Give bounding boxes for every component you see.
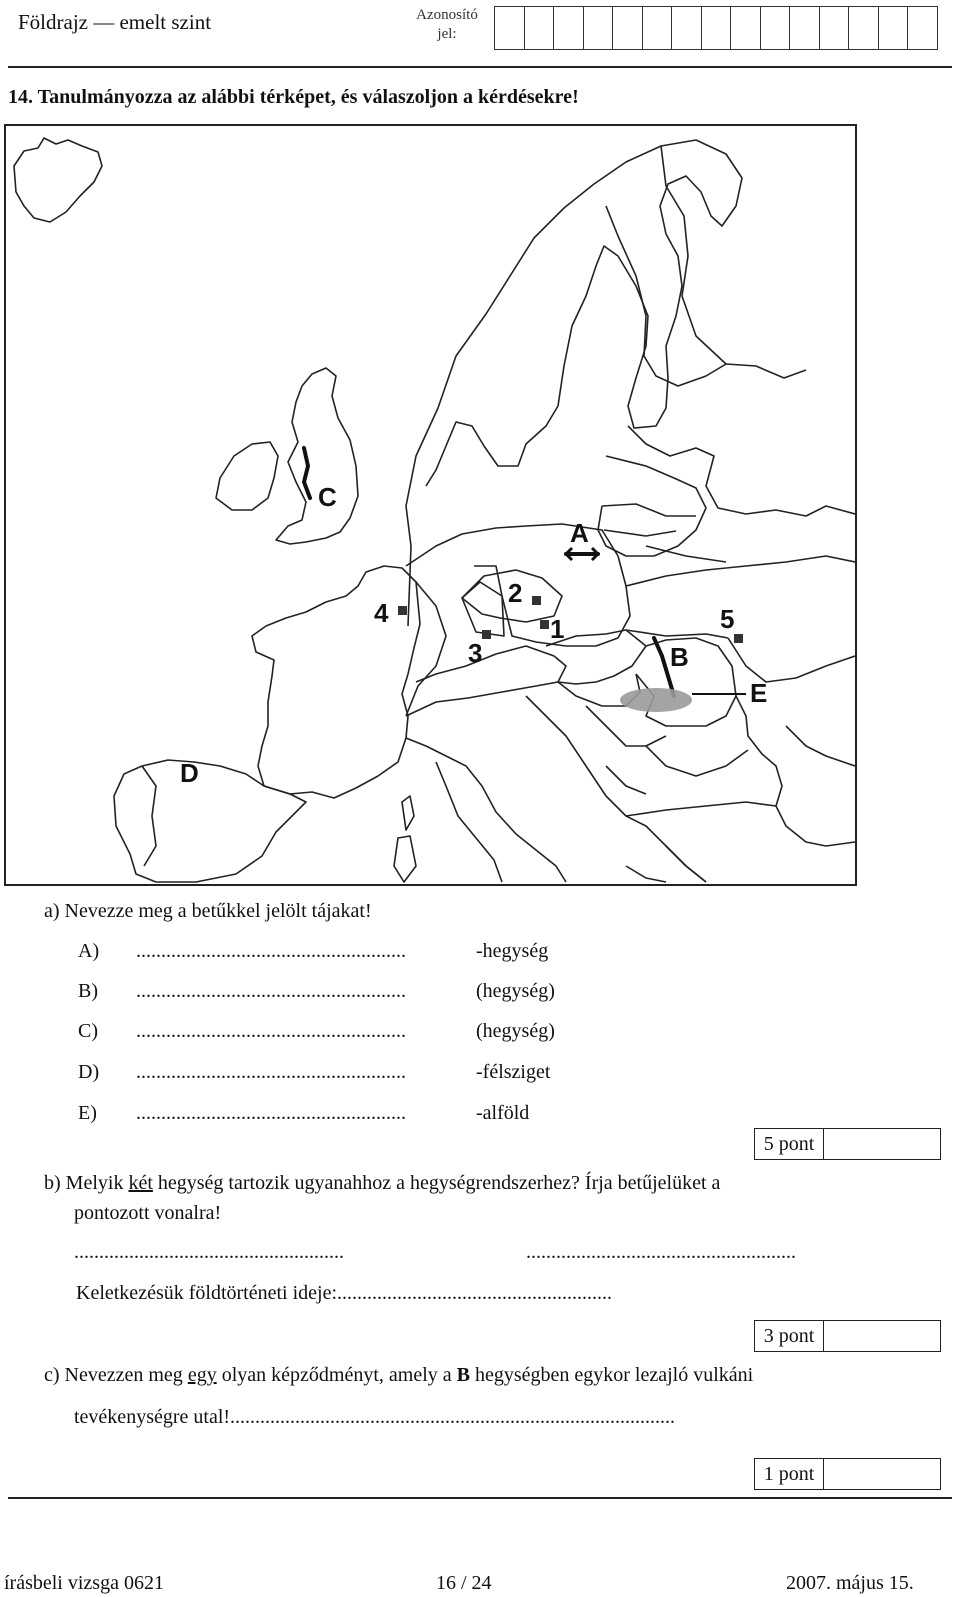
answer-dots[interactable]: ......................................................	[136, 1020, 406, 1042]
europe-map-drawing	[6, 126, 855, 884]
id-label	[400, 6, 494, 44]
part-b-prefix: b)	[44, 1172, 61, 1194]
points-box-a	[754, 1128, 941, 1160]
part-b-answer-1[interactable]: ......................................................	[74, 1241, 344, 1263]
map-label-5: 5	[720, 604, 735, 634]
points-label: 5 pont	[755, 1129, 824, 1159]
footer-page: 16 / 24	[436, 1572, 492, 1594]
answer-dots[interactable]: ......................................................	[136, 980, 406, 1002]
answer-row-a[interactable]	[78, 940, 548, 963]
id-boxes	[494, 6, 938, 50]
id-box[interactable]	[672, 6, 702, 50]
europe-map	[4, 124, 857, 886]
points-box-b	[754, 1320, 941, 1352]
answer-label: D)	[78, 1061, 100, 1083]
part-b-pre: Melyik	[65, 1172, 129, 1194]
id-box[interactable]	[584, 6, 614, 50]
id-label-line1: Azonosító	[416, 7, 478, 23]
answer-label: C)	[78, 1020, 98, 1042]
part-b-line2: pontozott vonalra!	[74, 1202, 222, 1224]
part-a-prompt	[44, 900, 372, 923]
part-c-prompt	[44, 1364, 753, 1387]
map-label-3: 3	[468, 638, 483, 668]
footer-date: 2007. május 15.	[786, 1572, 914, 1594]
answer-suffix: -alföld	[476, 1102, 530, 1124]
id-box[interactable]	[613, 6, 643, 50]
part-c-mid: olyan képződményt, amely a	[216, 1364, 457, 1386]
answer-label: A)	[78, 940, 100, 962]
subject-title: Földrajz — emelt szint	[18, 10, 212, 34]
answer-suffix: -félsziget	[476, 1061, 551, 1083]
id-box[interactable]	[731, 6, 761, 50]
part-a-text: Nevezze meg a betűkkel jelölt tájakat!	[64, 900, 372, 922]
map-label-2: 2	[508, 578, 523, 608]
id-box[interactable]	[879, 6, 909, 50]
points-box-c	[754, 1458, 941, 1490]
answer-label: B)	[78, 980, 98, 1002]
part-b-post: hegység tartozik ugyanahhoz a hegységrendszerhez? Írja betűjelüket a	[152, 1172, 721, 1194]
header-rule	[8, 66, 952, 68]
id-box[interactable]	[643, 6, 673, 50]
id-box[interactable]	[849, 6, 879, 50]
id-box[interactable]	[790, 6, 820, 50]
answer-row-b[interactable]	[78, 980, 555, 1003]
points-value-field[interactable]	[824, 1321, 940, 1351]
answer-suffix: (hegység)	[476, 980, 555, 1002]
map-label-b: B	[670, 642, 689, 672]
id-box[interactable]	[820, 6, 850, 50]
part-b-prompt	[44, 1172, 934, 1195]
answer-suffix: (hegység)	[476, 1020, 555, 1042]
part-c-pre: Nevezzen meg	[64, 1364, 188, 1386]
answer-row-d[interactable]	[78, 1061, 550, 1084]
id-box[interactable]	[554, 6, 584, 50]
footer-exam: írásbeli vizsga 0621	[4, 1572, 164, 1594]
id-box[interactable]	[495, 6, 525, 50]
part-b-origin[interactable]: Keletkezésük földtörténeti ideje:.......................................................	[76, 1282, 613, 1304]
id-box[interactable]	[908, 6, 938, 50]
answer-row-c[interactable]	[78, 1020, 555, 1043]
map-label-e: E	[750, 678, 768, 708]
answer-label: E)	[78, 1102, 97, 1124]
id-box[interactable]	[702, 6, 732, 50]
part-c-underlined: egy	[187, 1364, 217, 1386]
points-label: 3 pont	[755, 1321, 824, 1351]
answer-dots[interactable]: ......................................................	[136, 1102, 406, 1124]
part-c-prefix: c)	[44, 1364, 60, 1386]
part-c-line2[interactable]: tevékenységre utal!.........................................................................................	[74, 1406, 676, 1428]
part-c-bold: B	[456, 1364, 470, 1386]
map-label-1: 1	[550, 614, 565, 644]
part-a-prefix: a)	[44, 900, 60, 922]
map-label-a: A	[570, 518, 589, 548]
map-label-c: C	[318, 482, 337, 512]
id-box[interactable]	[525, 6, 555, 50]
points-value-field[interactable]	[824, 1459, 940, 1489]
map-label-4: 4	[374, 598, 389, 628]
answer-suffix: -hegység	[476, 940, 549, 962]
map-label-d: D	[180, 758, 199, 788]
footer-rule	[8, 1497, 952, 1499]
answer-dots[interactable]: ......................................................	[136, 1061, 406, 1083]
answer-dots[interactable]: ......................................................	[136, 940, 406, 962]
answer-row-e[interactable]	[78, 1102, 529, 1125]
part-b-answer-2[interactable]: ......................................................	[526, 1241, 796, 1263]
question-title: 14. Tanulmányozza az alábbi térképet, és válaszoljon a kérdésekre!	[8, 86, 579, 108]
id-box[interactable]	[761, 6, 791, 50]
points-label: 1 pont	[755, 1459, 824, 1489]
id-label-line2: jel:	[437, 26, 457, 42]
part-c-post: hegységben egykor lezajló vulkáni	[469, 1364, 754, 1386]
points-value-field[interactable]	[824, 1129, 940, 1159]
part-b-underlined: két	[128, 1172, 153, 1194]
